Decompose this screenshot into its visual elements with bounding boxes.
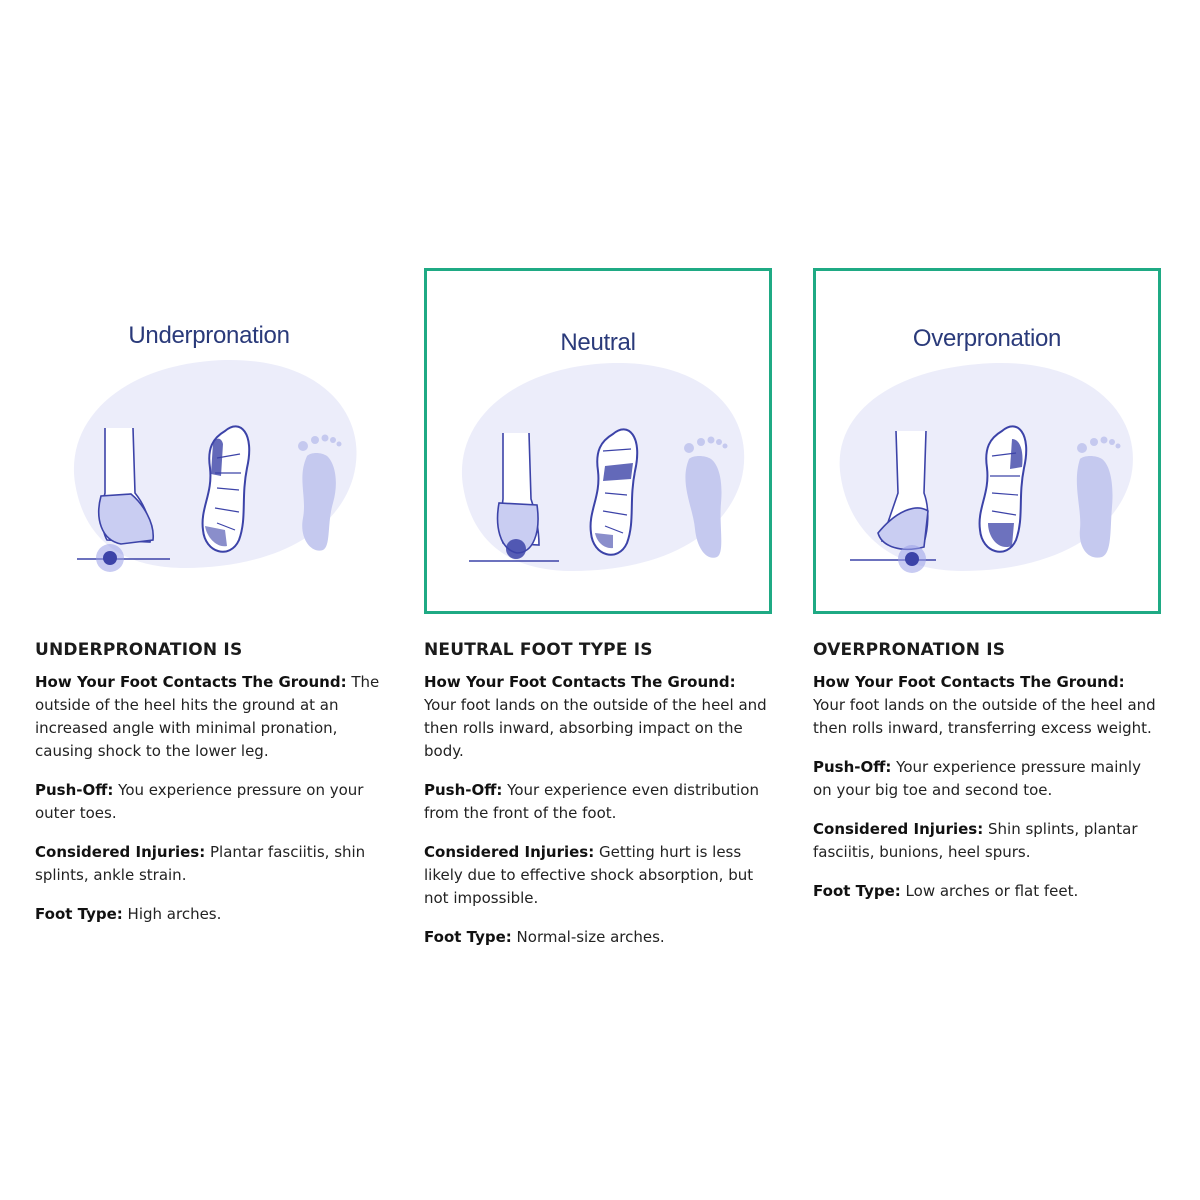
pushoff-paragraph xyxy=(813,756,1161,802)
illustration-title: Underpronation xyxy=(128,322,290,349)
pushoff-text: Your experience even distribution from the front of the foot. xyxy=(424,781,759,822)
description-block xyxy=(35,638,383,926)
injuries-label: Considered Injuries: xyxy=(424,843,595,861)
contact-label: How Your Foot Contacts The Ground: xyxy=(813,673,1125,691)
pushoff-paragraph xyxy=(424,779,772,825)
foottype-paragraph xyxy=(35,903,383,926)
contact-label: How Your Foot Contacts The Ground: xyxy=(35,673,347,691)
foottype-label: Foot Type: xyxy=(813,882,901,900)
neutral-drawing xyxy=(427,271,769,611)
contact-paragraph xyxy=(424,671,772,763)
description-block xyxy=(424,638,772,949)
column-heading: NEUTRAL FOOT TYPE IS xyxy=(424,640,653,660)
contact-label: How Your Foot Contacts The Ground: xyxy=(424,673,736,691)
underpronation-illustration xyxy=(35,268,383,614)
pushoff-label: Push-Off: xyxy=(813,758,892,776)
overpronation-illustration xyxy=(813,268,1161,614)
injuries-paragraph xyxy=(424,841,772,910)
underpronation-drawing xyxy=(35,268,383,614)
neutral-column xyxy=(424,268,772,965)
pushoff-paragraph xyxy=(35,779,383,825)
column-heading: UNDERPRONATION IS xyxy=(35,640,243,660)
contact-text: The outside of the heel hits the ground at an increased angle with minimal pronation, causing shock to the lower leg. xyxy=(35,673,380,760)
foottype-paragraph xyxy=(813,880,1161,903)
foottype-label: Foot Type: xyxy=(424,928,512,946)
pushoff-label: Push-Off: xyxy=(35,781,114,799)
contact-text: Your foot lands on the outside of the heel and then rolls inward, absorbing impact on the body. xyxy=(424,696,767,760)
pushoff-text: Your experience pressure mainly on your big toe and second toe. xyxy=(813,758,1141,799)
foottype-text: Normal-size arches. xyxy=(511,928,665,946)
pushoff-text: You experience pressure on your outer toes. xyxy=(35,781,364,822)
illustration-title: Overpronation xyxy=(912,325,1062,352)
contact-paragraph xyxy=(35,671,383,763)
pushoff-label: Push-Off: xyxy=(424,781,503,799)
injuries-text: Getting hurt is less likely due to effective shock absorption, but not impossible. xyxy=(424,843,754,907)
injuries-text: Shin splints, plantar fasciitis, bunions, heel spurs. xyxy=(813,820,1138,861)
contact-paragraph xyxy=(813,671,1161,740)
injuries-label: Considered Injuries: xyxy=(35,843,206,861)
foottype-label: Foot Type: xyxy=(35,905,123,923)
foottype-text: Low arches or flat feet. xyxy=(900,882,1079,900)
injuries-paragraph xyxy=(35,841,383,887)
contact-text: Your foot lands on the outside of the heel and then rolls inward, transferring excess weight. xyxy=(813,696,1156,737)
neutral-illustration xyxy=(424,268,772,614)
injuries-label: Considered Injuries: xyxy=(813,820,984,838)
description-block xyxy=(813,638,1161,903)
injuries-text: Plantar fasciitis, shin splints, ankle strain. xyxy=(35,843,366,884)
injuries-paragraph xyxy=(813,818,1161,864)
foottype-text: High arches. xyxy=(122,905,222,923)
column-heading: OVERPRONATION IS xyxy=(813,640,1006,660)
underpronation-column xyxy=(35,268,383,942)
foottype-paragraph xyxy=(424,926,772,949)
illustration-title: Neutral xyxy=(560,329,636,356)
overpronation-drawing xyxy=(816,271,1158,611)
overpronation-column xyxy=(813,268,1161,919)
